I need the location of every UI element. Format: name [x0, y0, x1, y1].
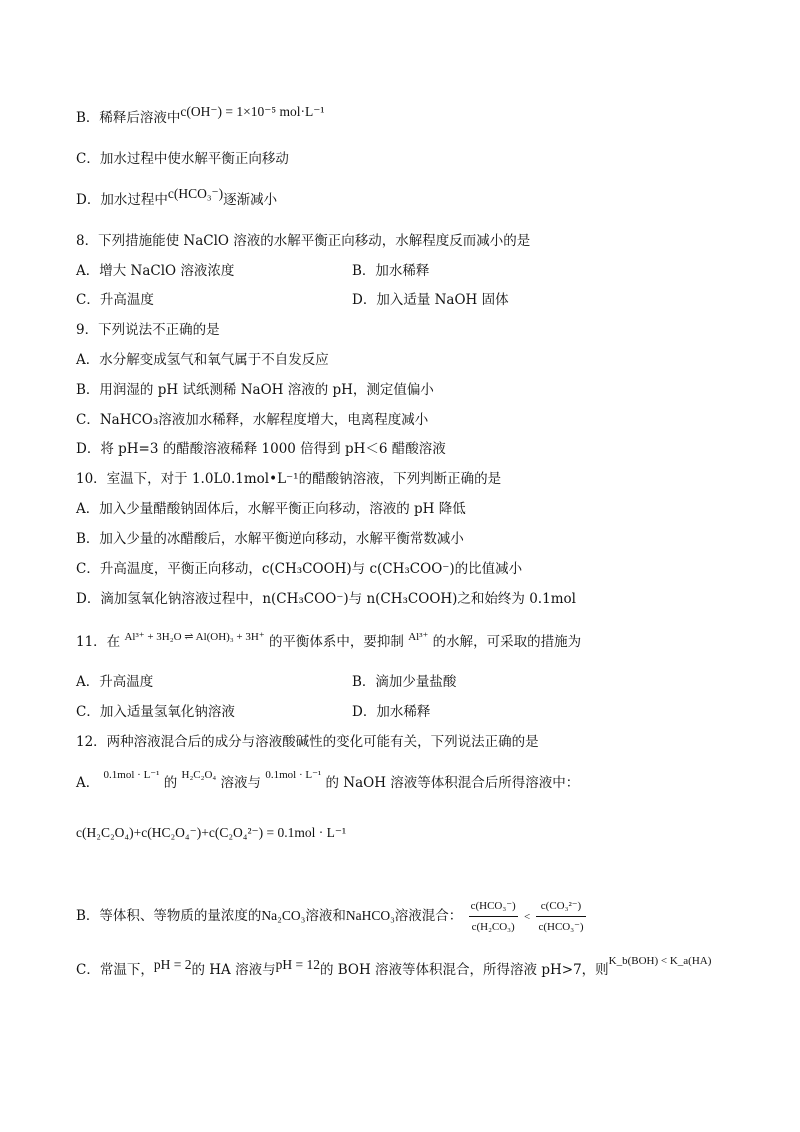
q11-stem: [76, 632, 581, 653]
q12-b-fraction-2: [536, 896, 585, 937]
q11-option-b: B．滴加少量盐酸: [352, 674, 457, 690]
q12-b-frac1-num: c(HCO₃⁻): [470, 900, 516, 912]
q12-a-conc2: 0.1mol · L⁻¹: [265, 769, 322, 781]
q12-stem: 12．两种溶液混合后的成分与溶液酸碱性的变化可能有关，下列说法正确的是: [76, 734, 539, 750]
q11-option-a: A．升高温度: [76, 674, 154, 690]
q8-option-b: B．加水稀释: [352, 263, 430, 279]
q12-b-frac2-num: c(CO₃²⁻): [540, 900, 582, 912]
q12-c-ph1: pH = 2: [153, 957, 192, 972]
q11-option-c: C．加入适量氢氧化钠溶液: [76, 704, 235, 720]
q9-option-b: B．用润湿的 pH 试纸测稀 NaOH 溶液的 pH，测定值偏小: [76, 382, 434, 398]
q12-option-b: [76, 896, 588, 937]
q7-option-d-formula: c(HCO₃⁻): [167, 186, 224, 201]
q12-a-and: 溶液与: [220, 775, 262, 791]
q12-b-frac1-den: c(H₂CO₃): [471, 921, 515, 933]
q11-stem-mid: 的平衡体系中，要抑制: [268, 634, 404, 650]
q11-stem-prefix: 11．在: [76, 634, 121, 650]
q12-option-c: [76, 955, 712, 981]
q8-option-c: C．升高温度: [76, 292, 154, 308]
q7-option-d-text: D．加水过程中: [76, 192, 168, 208]
q12-a-label: A．: [76, 775, 100, 791]
q12-b-salt2: NaHCO₃: [345, 908, 395, 923]
q12-option-a: [76, 769, 580, 794]
q10-option-d: D．滴加氢氧化钠溶液过程中，n(CH₃COO⁻)与 n(CH₃COOH)之和始终为 0.1mol: [76, 591, 576, 607]
q9-option-c: C．NaHCO₃溶液加水稀释，水解程度增大，电离程度减小: [76, 412, 429, 428]
q7-option-c: C．加水过程中使水解平衡正向移动: [76, 151, 289, 167]
q12-b-tail: 溶液混合：: [394, 908, 463, 924]
q12-c-k: K_b(BOH) < K_a(HA): [608, 955, 712, 967]
q12-b-frac2-den: c(HCO₃⁻): [538, 921, 584, 933]
q8-option-d: D．加入适量 NaOH 固体: [352, 292, 509, 308]
q11-option-d: D．加水稀释: [352, 704, 431, 720]
q7-option-b: [76, 104, 325, 128]
q7-option-d: [76, 186, 278, 210]
q8-stem: 8．下列措施能使 NaClO 溶液的水解平衡正向移动，水解程度反而减小的是: [76, 233, 531, 249]
q7-option-b-formula: c(OH⁻) = 1×10⁻⁵ mol·L⁻¹: [180, 104, 325, 119]
q12-b-lt: <: [523, 911, 531, 923]
q12-a-tail: 的 NaOH 溶液等体积混合后所得溶液中：: [325, 775, 580, 791]
q10-stem: 10．室温下，对于 1.0L0.1mol•L⁻¹的醋酸钠溶液，下列判断正确的是: [76, 471, 502, 487]
q11-stem-suffix: 的水解，可采取的措施为: [432, 634, 582, 650]
q7-option-d-suffix: 逐渐减小: [223, 192, 278, 208]
q12-c-ph2: pH = 12: [275, 957, 320, 972]
q12-b-mid: 溶液和: [305, 908, 346, 924]
q12-b-salt1: Na₂CO₃: [261, 908, 306, 923]
q10-option-a: A．加入少量醋酸钠固体后，水解平衡正向移动，溶液的 pH 降低: [76, 501, 466, 517]
q12-c-mid2: 的 BOH 溶液等体积混合，所得溶液 pH>7，则: [319, 962, 609, 978]
q10-option-b: B．加入少量的冰醋酸后，水解平衡逆向移动，水解平衡常数减小: [76, 531, 464, 547]
q11-ion: Al³⁺: [408, 631, 429, 643]
q9-stem: 9．下列说法不正确的是: [76, 322, 220, 338]
q12-c-prefix: C．常温下，: [76, 962, 154, 978]
q7-option-b-text: B．稀释后溶液中: [76, 110, 181, 126]
q12-b-fraction-1: [469, 896, 518, 937]
q9-option-a: A．水分解变成氢气和氧气属于不自发反应: [76, 352, 329, 368]
q12-a-formula: c(H₂C₂O₄)+c(HC₂O₄⁻)+c(C₂O₄²⁻) = 0.1mol · L⁻¹: [76, 825, 347, 840]
q10-option-c: C．升高温度，平衡正向移动，c(CH₃COOH)与 c(CH₃COO⁻)的比值减小: [76, 561, 523, 577]
q9-option-d: D．将 pH=3 的醋酸溶液稀释 1000 倍得到 pH＜6 醋酸溶液: [76, 441, 446, 457]
q12-c-mid1: 的 HA 溶液与: [191, 962, 276, 978]
q12-a-of: 的: [163, 775, 178, 791]
q12-a-acid: H₂C₂O₄: [181, 769, 217, 781]
q11-equation: Al³⁺ + 3H₂O ⇌ Al(OH)₃ + 3H⁺: [124, 631, 265, 643]
q12-b-prefix: B．等体积、等物质的量浓度的: [76, 908, 262, 924]
q8-option-a: A．增大 NaClO 溶液浓度: [76, 263, 235, 279]
q12-a-conc1: 0.1mol · L⁻¹: [103, 769, 160, 781]
